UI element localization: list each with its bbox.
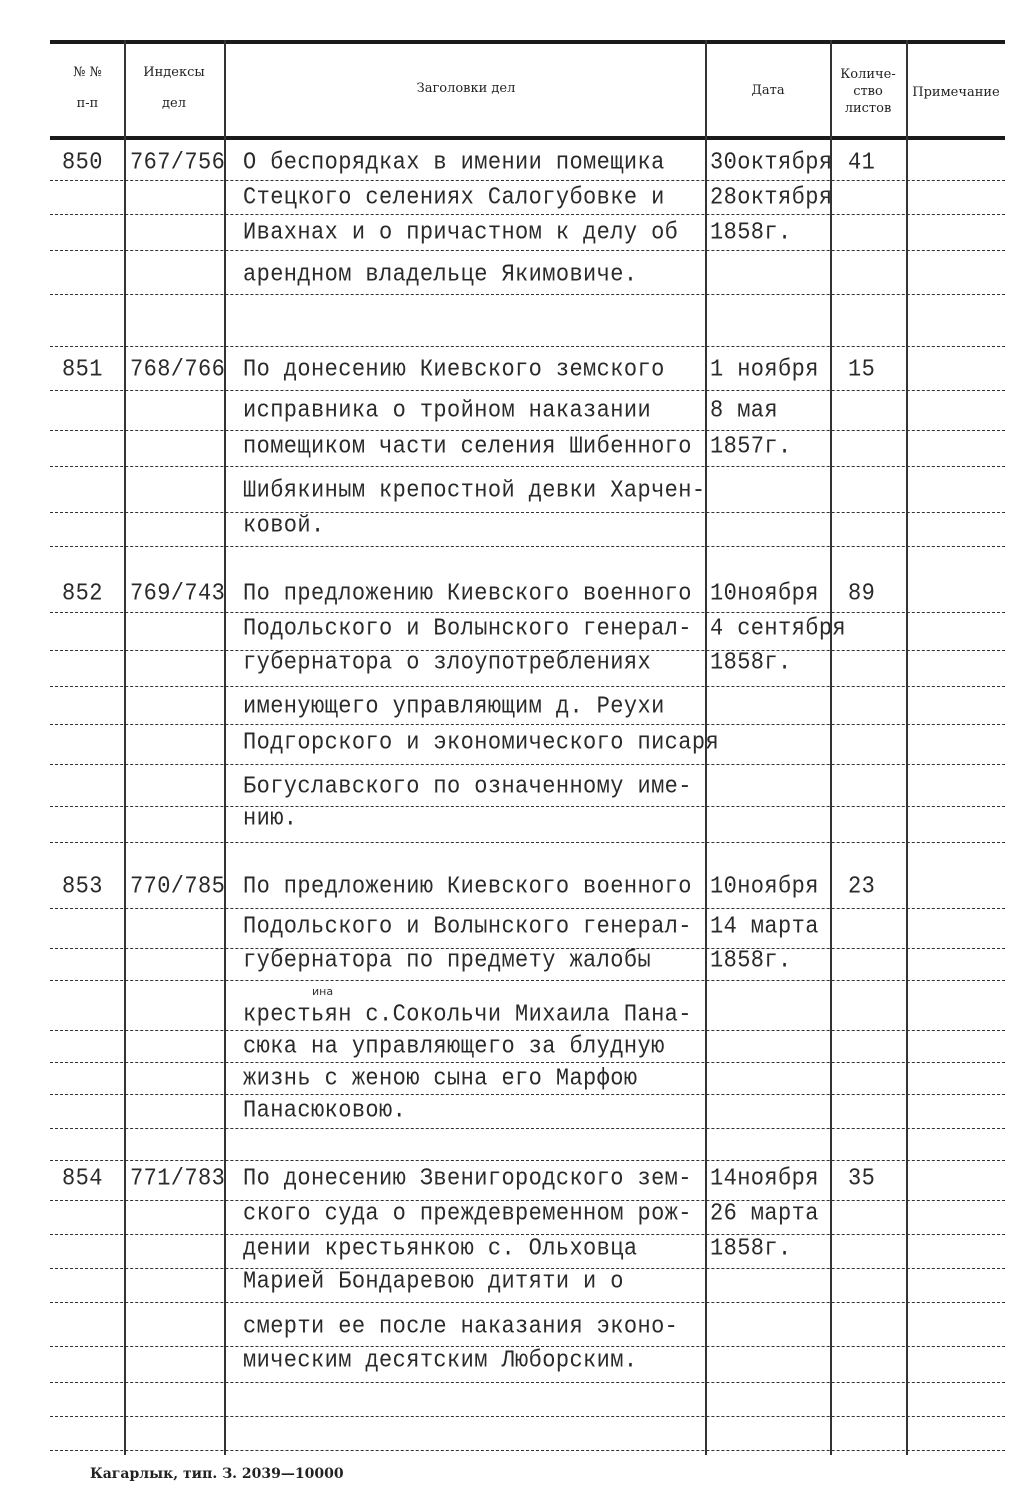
header-sheets (831, 66, 905, 117)
row-rule (50, 764, 1005, 765)
entry-title-line: Богуславского по означенному име- (243, 772, 692, 801)
entry-title-line: дении крестьянкою с. Ольховца (243, 1234, 638, 1263)
entry-title-line: помещиком части селения Шибенного (243, 432, 692, 461)
entry-title-line: мическим десятским Люборским. (243, 1346, 638, 1375)
row-rule (50, 686, 1005, 687)
row-rule (50, 1128, 1005, 1129)
row-rule (50, 294, 1005, 295)
entry-date-line: 30октября (710, 148, 833, 177)
row-rule (50, 1302, 1005, 1303)
entry-date-line: 26 марта (710, 1199, 819, 1228)
entry-title-line: Ивахнах и о причастном к делу об (243, 218, 679, 247)
header-index (126, 64, 222, 112)
entry-title-line: губернатора о злоупотреблениях (243, 648, 652, 677)
entry-date-line: 1858г. (710, 648, 792, 677)
column-divider (124, 40, 126, 1455)
entry-date-line: 1 ноября (710, 355, 819, 384)
row-rule (50, 806, 1005, 807)
header-sheets-line: листов (844, 101, 892, 116)
entry-number: 853 (62, 872, 103, 901)
entry-title-line: нию. (243, 804, 298, 833)
entry-date-line: 1858г. (710, 1234, 792, 1263)
row-rule (50, 1062, 1005, 1063)
entry-date-line: 10ноября (710, 872, 819, 901)
entry-date-line: 1858г. (710, 946, 792, 975)
entry-title-line: По предложению Киевского военного (243, 579, 692, 608)
entry-title-line: Стецкого селениях Салогубовке и (243, 183, 665, 212)
row-rule (50, 1030, 1005, 1031)
row-rule (50, 1450, 1005, 1451)
header-index-line: Индексы (143, 65, 205, 80)
header-sheets-line: Количе- (840, 67, 896, 82)
row-rule (50, 1160, 1005, 1161)
entry-title-line: О беспорядках в имении помещика (243, 148, 665, 177)
column-divider (224, 40, 226, 1455)
row-rule (50, 512, 1005, 513)
header-title: Заголовки дел (416, 81, 516, 96)
header-sheets-line: ство (853, 84, 883, 99)
entry-title-line: арендном владельце Якимовиче. (243, 260, 638, 289)
column-divider (906, 40, 908, 1455)
row-rule (50, 1416, 1005, 1417)
entry-title-line: сюка на управляющего за блудную (243, 1032, 665, 1061)
entry-number: 852 (62, 579, 103, 608)
entry-title-line: По донесению Киевского земского (243, 355, 665, 384)
entry-title-line: Подольского и Волынского генерал- (243, 912, 692, 941)
entry-title-line: По предложению Киевского военного (243, 872, 692, 901)
entry-title-line: крестьян с.Сокольчи Михаила Пана- (243, 1000, 692, 1029)
entry-date-line: 10ноября (710, 579, 819, 608)
entry-title-line: Подгорского и экономического писаря (243, 728, 720, 757)
header-date: Дата (751, 83, 785, 98)
row-rule (50, 466, 1005, 467)
row-rule (50, 546, 1005, 547)
entry-date-line: 8 мая (710, 396, 779, 425)
entry-title-line: Шибякиным крепостной девки Харчен- (243, 476, 706, 505)
entry-date-line: 1857г. (710, 432, 792, 461)
entry-index: 768/766 (130, 355, 226, 384)
entry-title-line: Панасюковою. (243, 1096, 407, 1125)
entry-date-line: 14ноября (710, 1164, 819, 1193)
entry-date-line: 1858г. (710, 218, 792, 247)
entry-date-line: 28октября (710, 183, 833, 212)
entry-title-line: именующего управляющим д. Реухи (243, 692, 665, 721)
entry-number: 851 (62, 355, 103, 384)
entry-title-line: исправника о тройном наказании (243, 396, 652, 425)
entry-title-line: смерти ее после наказания эконо- (243, 1312, 679, 1341)
row-rule (50, 724, 1005, 725)
row-rule (50, 390, 1005, 391)
entry-sheets: 89 (848, 579, 876, 608)
printer-footer: Кагарлык, тип. З. 2039—10000 (90, 1466, 344, 1482)
row-rule (50, 250, 1005, 251)
row-rule (50, 1094, 1005, 1095)
entry-index: 769/743 (130, 579, 226, 608)
entry-title-line: ского суда о преждевременном рож- (243, 1199, 692, 1228)
row-rule (50, 612, 1005, 613)
entry-date-line: 4 сентября (710, 614, 847, 643)
header-number-line: № № (73, 65, 102, 80)
entry-number: 854 (62, 1164, 103, 1193)
column-divider (830, 40, 832, 1455)
entry-index: 771/783 (130, 1164, 226, 1193)
row-rule (50, 346, 1005, 347)
entry-date-line: 14 марта (710, 912, 819, 941)
entry-index: 770/785 (130, 872, 226, 901)
entry-sheets: 41 (848, 148, 876, 177)
header-index-line: дел (162, 96, 186, 111)
entry-title-line: жизнь с женою сына его Марфою (243, 1064, 638, 1093)
row-rule (50, 430, 1005, 431)
row-rule (50, 980, 1005, 981)
row-rule (50, 908, 1005, 909)
entry-index: 767/756 (130, 148, 226, 177)
row-rule (50, 214, 1005, 215)
header-note: Примечание (912, 85, 1000, 100)
header-number (55, 64, 120, 112)
entry-title-line: По донесению Звенигородского зем- (243, 1164, 692, 1193)
handwritten-annotation: ина (312, 985, 334, 998)
header-top-rule (50, 40, 1005, 44)
row-rule (50, 842, 1005, 843)
entry-title-line: губернатора по предмету жалобы (243, 946, 652, 975)
header-bottom-rule (50, 136, 1005, 140)
entry-sheets: 35 (848, 1164, 876, 1193)
header-number-line: п-п (76, 96, 99, 111)
entry-title-line: Марией Бондаревою дитяти и о (243, 1267, 624, 1296)
entry-title-line: ковой. (243, 511, 325, 540)
entry-title-line: Подольского и Волынского генерал- (243, 614, 692, 643)
entry-sheets: 23 (848, 872, 876, 901)
entry-number: 850 (62, 148, 103, 177)
row-rule (50, 180, 1005, 181)
entry-sheets: 15 (848, 355, 876, 384)
row-rule (50, 1382, 1005, 1383)
